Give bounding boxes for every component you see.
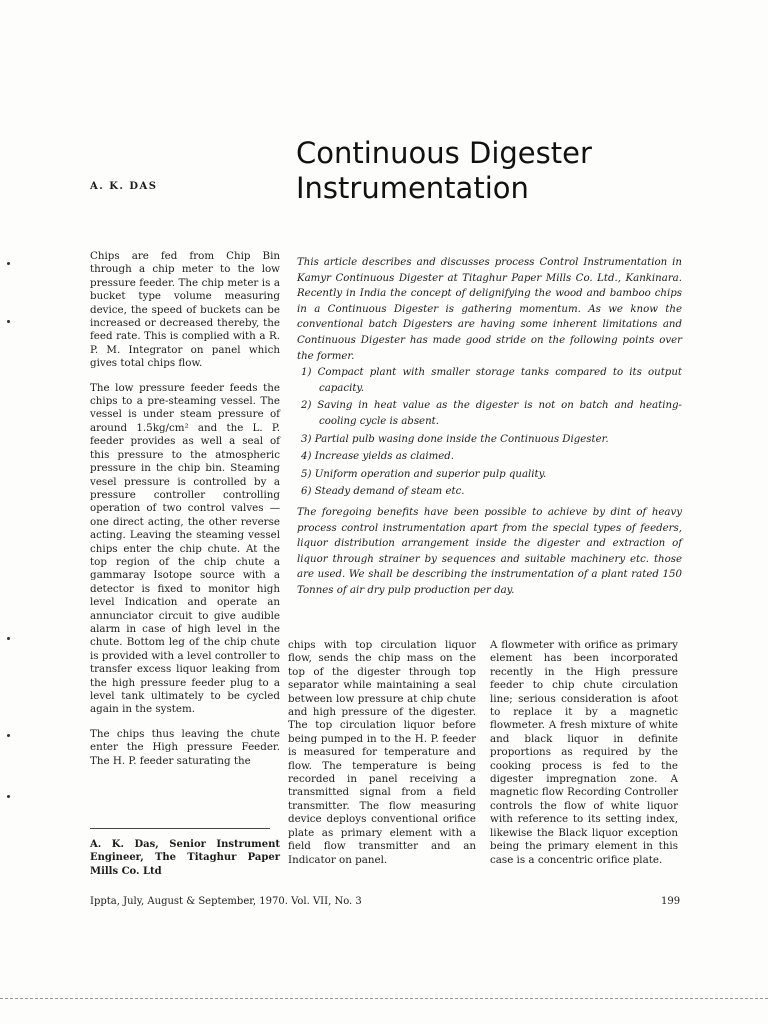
abstract bbox=[297, 255, 682, 598]
body-paragraph: Chips are fed from Chip Bin through a chip meter to the low pressure feeder. The chip meter is a bucket type volume measuring device, the speed of buckets can be increased or decreased thereby, the feed rate. This is complied with a R. P. M. Integrator on panel which gives total chips flow. bbox=[90, 250, 280, 370]
body-column-left bbox=[90, 250, 280, 779]
list-item: 5) Uniform operation and superior pulp quality. bbox=[301, 468, 547, 480]
article-title-line-2: Instrumentation bbox=[296, 171, 529, 205]
list-item: 4) Increase yields as claimed. bbox=[301, 451, 455, 463]
margin-mark bbox=[7, 637, 10, 640]
list-item: 2) Saving in heat value as the digester is not on batch and heating-cooling cycle is absent. bbox=[301, 400, 682, 427]
margin-mark bbox=[7, 320, 10, 323]
list-item: 6) Steady demand of steam etc. bbox=[301, 486, 465, 498]
footnote-divider bbox=[90, 828, 270, 829]
abstract-intro: This article describes and discusses process Control Instrumentation in Kamyr Continuous Digester at Titaghur Paper Mills Co. Ltd., Kankinara. Recently in India the concept of delignifying the wood and bamboo chips in a Continuous Digester is gathering momentum. As we know the conventional batch Digesters are having some inherent limitations and Continuous Digester has made good stride on the following points over the former. bbox=[297, 257, 682, 362]
body-paragraph: chips with top circulation liquor flow, sends the chip mass on the top of the digester through top separator while maintaining a seal between low pressure at chip chute and high pressure of the digester. The top circulation liquor before being pumped in to the H. P. feeder is measured for temperature and flow. The temperature is being recorded in panel receiving a transmitted signal from a field transmitter. The flow measuring device deploys conventional orifice plate as primary element with a field flow transmitter and an Indicator on panel. bbox=[288, 639, 476, 866]
list-item: 3) Partial pulb wasing done inside the Continuous Digester. bbox=[301, 433, 609, 445]
article-title-line-1: Continuous Digester bbox=[296, 136, 592, 170]
margin-mark bbox=[7, 734, 10, 737]
author-name: A. K. DAS bbox=[90, 181, 158, 192]
body-paragraph: A flowmeter with orifice as primary element has been incorporated recently in the High pressure feeder to chip chute circulation line; serious consideration is afoot to replace it by a magnetic flowmeter. A fresh mixture of white and black liquor in definite proportions as required by the cooking process is fed to the digester impregnation zone. A magnetic flow Recording Controller controls the flow of white liquor with reference to its setting index, likewise the Black liquor exception being the primary element in this case is a concentric orifice plate. bbox=[490, 639, 678, 866]
body-paragraph: The low pressure feeder feeds the chips to a pre-steaming vessel. The vessel is under steam pressure of around 1.5kg/cm² and the L. P. feeder provides as well a seal of this pressure to the atmospheric pressure in the chip bin. Steaming vesel pressure is controlled by a pressure controller controlling operation of two control valves — one direct acting, the other reverse acting. Leaving the steaming vessel chips enter the chip chute. At the top region of the chip chute a gammaray Isotope source with a detector is fixed to monitor high level Indication and operate an annunciator circuit to give audible alarm in case of high level in the chute. Bottom leg of the chip chute is provided with a level controller to transfer excess liquor leaking from the high pressure feeder plug to a level tank ultimately to be cycled again in the system. bbox=[90, 381, 280, 716]
page-number: 199 bbox=[661, 896, 681, 907]
body-paragraph: The chips thus leaving the chute enter the High pressure Feeder. The H. P. feeder saturating the bbox=[90, 727, 280, 767]
margin-mark bbox=[7, 262, 10, 265]
abstract-benefits-list bbox=[297, 365, 682, 500]
body-column-right bbox=[490, 639, 678, 878]
article-title bbox=[296, 136, 736, 206]
scan-edge-line bbox=[0, 998, 768, 999]
list-item: 1) Compact plant with smaller storage tanks compared to its output capacity. bbox=[301, 367, 682, 394]
abstract-closing: The foregoing benefits have been possible to achieve by dint of heavy process control instrumentation apart from the special types of feeders, liquor distribution arrangement inside the digester and extraction of liquor through strainer by sequences and suitable machinery etc. those are used. We shall be describing the instrumentation of a plant rated 150 Tonnes of air dry pulp production per day. bbox=[297, 506, 682, 596]
body-column-middle bbox=[288, 639, 476, 878]
margin-mark bbox=[7, 795, 10, 798]
author-affiliation: A. K. Das, Senior Instrument Engineer, The Titaghur Paper Mills Co. Ltd bbox=[90, 839, 280, 877]
journal-citation: Ippta, July, August & September, 1970. Vol. VII, No. 3 bbox=[90, 896, 362, 907]
